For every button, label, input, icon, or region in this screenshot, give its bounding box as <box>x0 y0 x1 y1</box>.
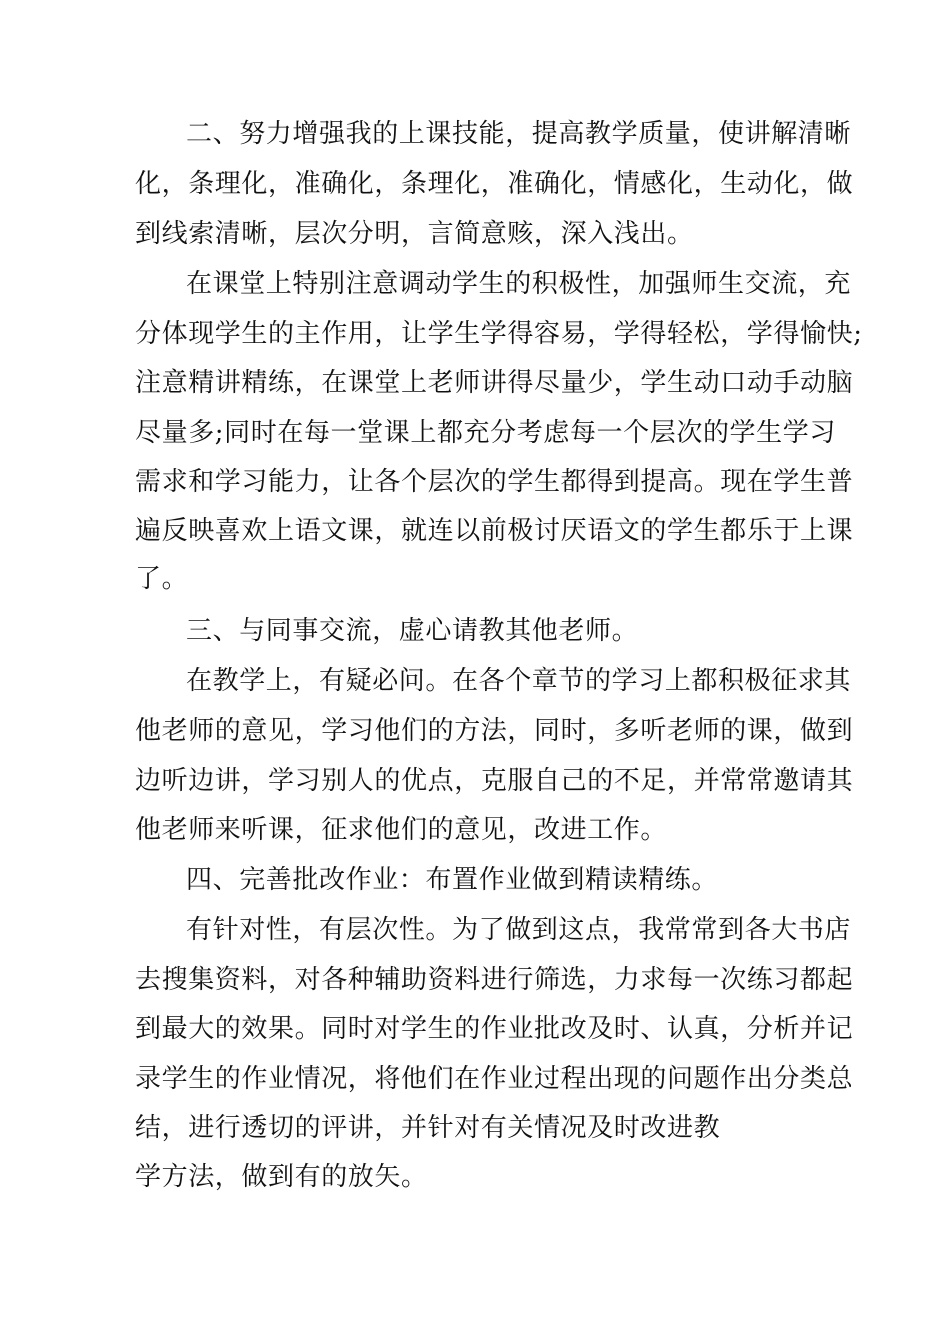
text-line: 遍反映喜欢上语文课，就连以前极讨厌语文的学生都乐于上课 <box>135 516 854 546</box>
text-line: 到最大的效果。同时对学生的作业批改及时、认真，分析并记 <box>135 1014 854 1044</box>
text-line: 录学生的作业情况，将他们在作业过程出现的问题作出分类总 <box>135 1064 854 1094</box>
text-line: 他老师来听课，征求他们的意见，改进工作。 <box>135 815 668 845</box>
text-line: 结，进行透切的评讲，并针对有关情况及时改进教 <box>135 1113 721 1143</box>
text-line: 学方法，做到有的放矢。 <box>135 1162 428 1192</box>
text-line: 去搜集资料，对各种辅助资料进行筛选，力求每一次练习都起 <box>135 965 854 995</box>
text-line: 需求和学习能力，让各个层次的学生都得到提高。现在学生普 <box>135 467 854 497</box>
text-line: 分体现学生的主作用，让学生学得容易，学得轻松，学得愉快; <box>135 319 863 349</box>
text-line: 他老师的意见，学习他们的方法，同时，多听老师的课，做到 <box>135 716 854 746</box>
text-line: 化，条理化，准确化，条理化，准确化，情感化，生动化，做 <box>135 169 854 199</box>
text-line: 注意精讲精练，在课堂上老师讲得尽量少，学生动口动手动脑 <box>135 368 854 398</box>
text-line: 二、努力增强我的上课技能，提高教学质量，使讲解清晰 <box>186 119 852 149</box>
text-line: 尽量多;同时在每一堂课上都充分考虑每一个层次的学生学习 <box>135 418 836 448</box>
text-line: 四、完善批改作业：布置作业做到精读精练。 <box>186 865 719 895</box>
text-line: 边听边讲，学习别人的优点，克服自己的不足，并常常邀请其 <box>135 766 854 796</box>
text-line: 三、与同事交流，虚心请教其他老师。 <box>186 616 639 646</box>
text-line: 了。 <box>135 564 189 594</box>
text-line: 在课堂上特别注意调动学生的积极性，加强师生交流，充 <box>186 269 852 299</box>
text-line: 有针对性，有层次性。为了做到这点，我常常到各大书店 <box>186 915 852 945</box>
text-line: 在教学上，有疑必问。在各个章节的学习上都积极征求其 <box>186 666 852 696</box>
text-line: 到线索清晰，层次分明，言简意赅，深入浅出。 <box>135 219 694 249</box>
